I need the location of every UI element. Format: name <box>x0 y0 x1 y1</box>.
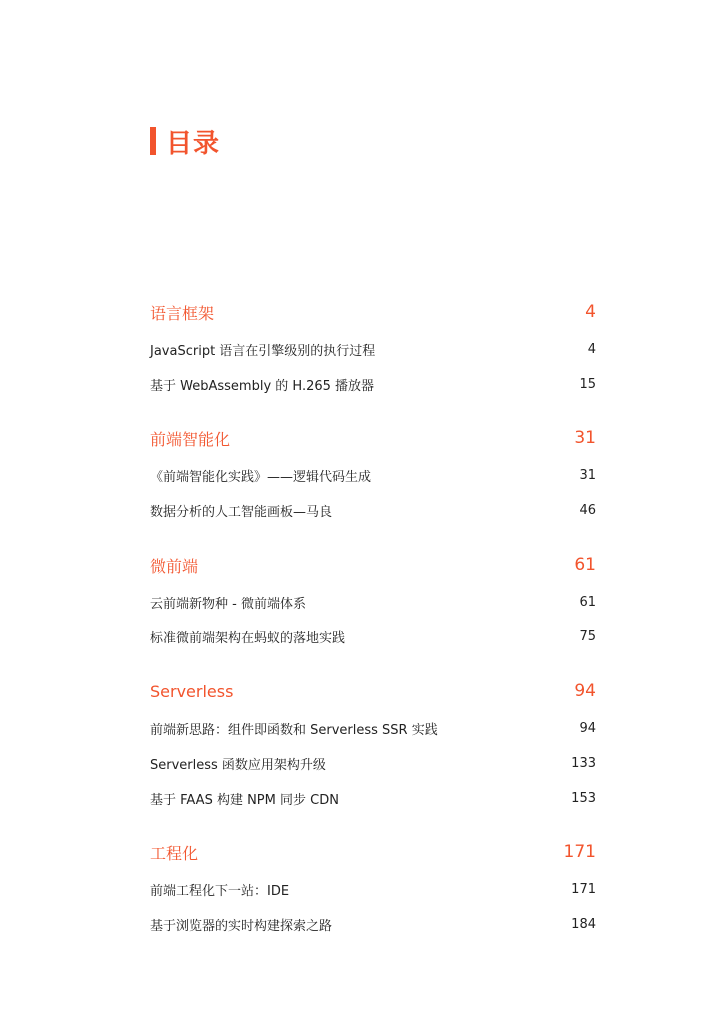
entry-page-number: 153 <box>571 790 596 806</box>
section-page-number: 171 <box>563 842 596 862</box>
section-page-number: 4 <box>585 302 596 322</box>
entry-label: 前端工程化下一站：IDE <box>150 883 290 899</box>
section-label: 微前端 <box>150 556 199 576</box>
title-accent-bar <box>150 127 156 155</box>
entry-page-number: 133 <box>571 755 596 771</box>
toc-entry[interactable] <box>150 786 596 810</box>
entry-label: 基于 WebAssembly 的 H.265 播放器 <box>150 378 375 394</box>
entry-page-number: 46 <box>579 502 596 518</box>
section-label: 语言框架 <box>150 303 215 323</box>
toc-entry[interactable] <box>150 624 596 648</box>
entry-label: 标准微前端架构在蚂蚁的落地实践 <box>150 630 346 646</box>
toc-entry[interactable] <box>150 372 596 396</box>
entry-label: 云前端新物种 - 微前端体系 <box>150 596 306 612</box>
toc-entry[interactable] <box>150 463 596 487</box>
entry-page-number: 61 <box>579 594 596 610</box>
entry-label: Serverless 函数应用架构升级 <box>150 757 326 773</box>
toc-entry[interactable] <box>150 877 596 901</box>
toc-entry[interactable] <box>150 751 596 775</box>
toc-section-language-framework[interactable] <box>150 300 596 324</box>
entry-page-number: 4 <box>587 341 596 357</box>
section-page-number: 94 <box>574 681 596 701</box>
toc-section-micro-frontend[interactable] <box>150 553 596 577</box>
entry-label: 基于浏览器的实时构建探索之路 <box>150 918 333 934</box>
section-page-number: 31 <box>574 428 596 448</box>
entry-page-number: 184 <box>571 916 596 932</box>
toc-section-engineering[interactable] <box>150 840 596 864</box>
entry-label: 数据分析的人工智能画板—马良 <box>150 504 333 520</box>
entry-page-number: 31 <box>579 467 596 483</box>
section-label: Serverless <box>150 681 234 701</box>
entry-label: JavaScript 语言在引擎级别的执行过程 <box>150 343 376 359</box>
toc-entry[interactable] <box>150 337 596 361</box>
toc-entry[interactable] <box>150 912 596 936</box>
entry-page-number: 15 <box>579 376 596 392</box>
entry-label: 《前端智能化实践》——逻辑代码生成 <box>150 469 372 485</box>
toc-section-serverless[interactable] <box>150 679 596 703</box>
toc-entry[interactable] <box>150 716 596 740</box>
page-title <box>150 124 220 158</box>
section-page-number: 61 <box>574 555 596 575</box>
entry-page-number: 75 <box>579 628 596 644</box>
section-label: 工程化 <box>150 843 199 863</box>
entry-label: 基于 FAAS 构建 NPM 同步 CDN <box>150 792 339 808</box>
page-title-text: 目录 <box>166 128 221 159</box>
toc-entry[interactable] <box>150 498 596 522</box>
entry-label: 前端新思路：组件即函数和 Serverless SSR 实践 <box>150 722 438 738</box>
toc-section-frontend-intelligence[interactable] <box>150 426 596 450</box>
section-label: 前端智能化 <box>150 429 231 449</box>
toc-entry[interactable] <box>150 590 596 614</box>
entry-page-number: 171 <box>571 881 596 897</box>
entry-page-number: 94 <box>579 720 596 736</box>
